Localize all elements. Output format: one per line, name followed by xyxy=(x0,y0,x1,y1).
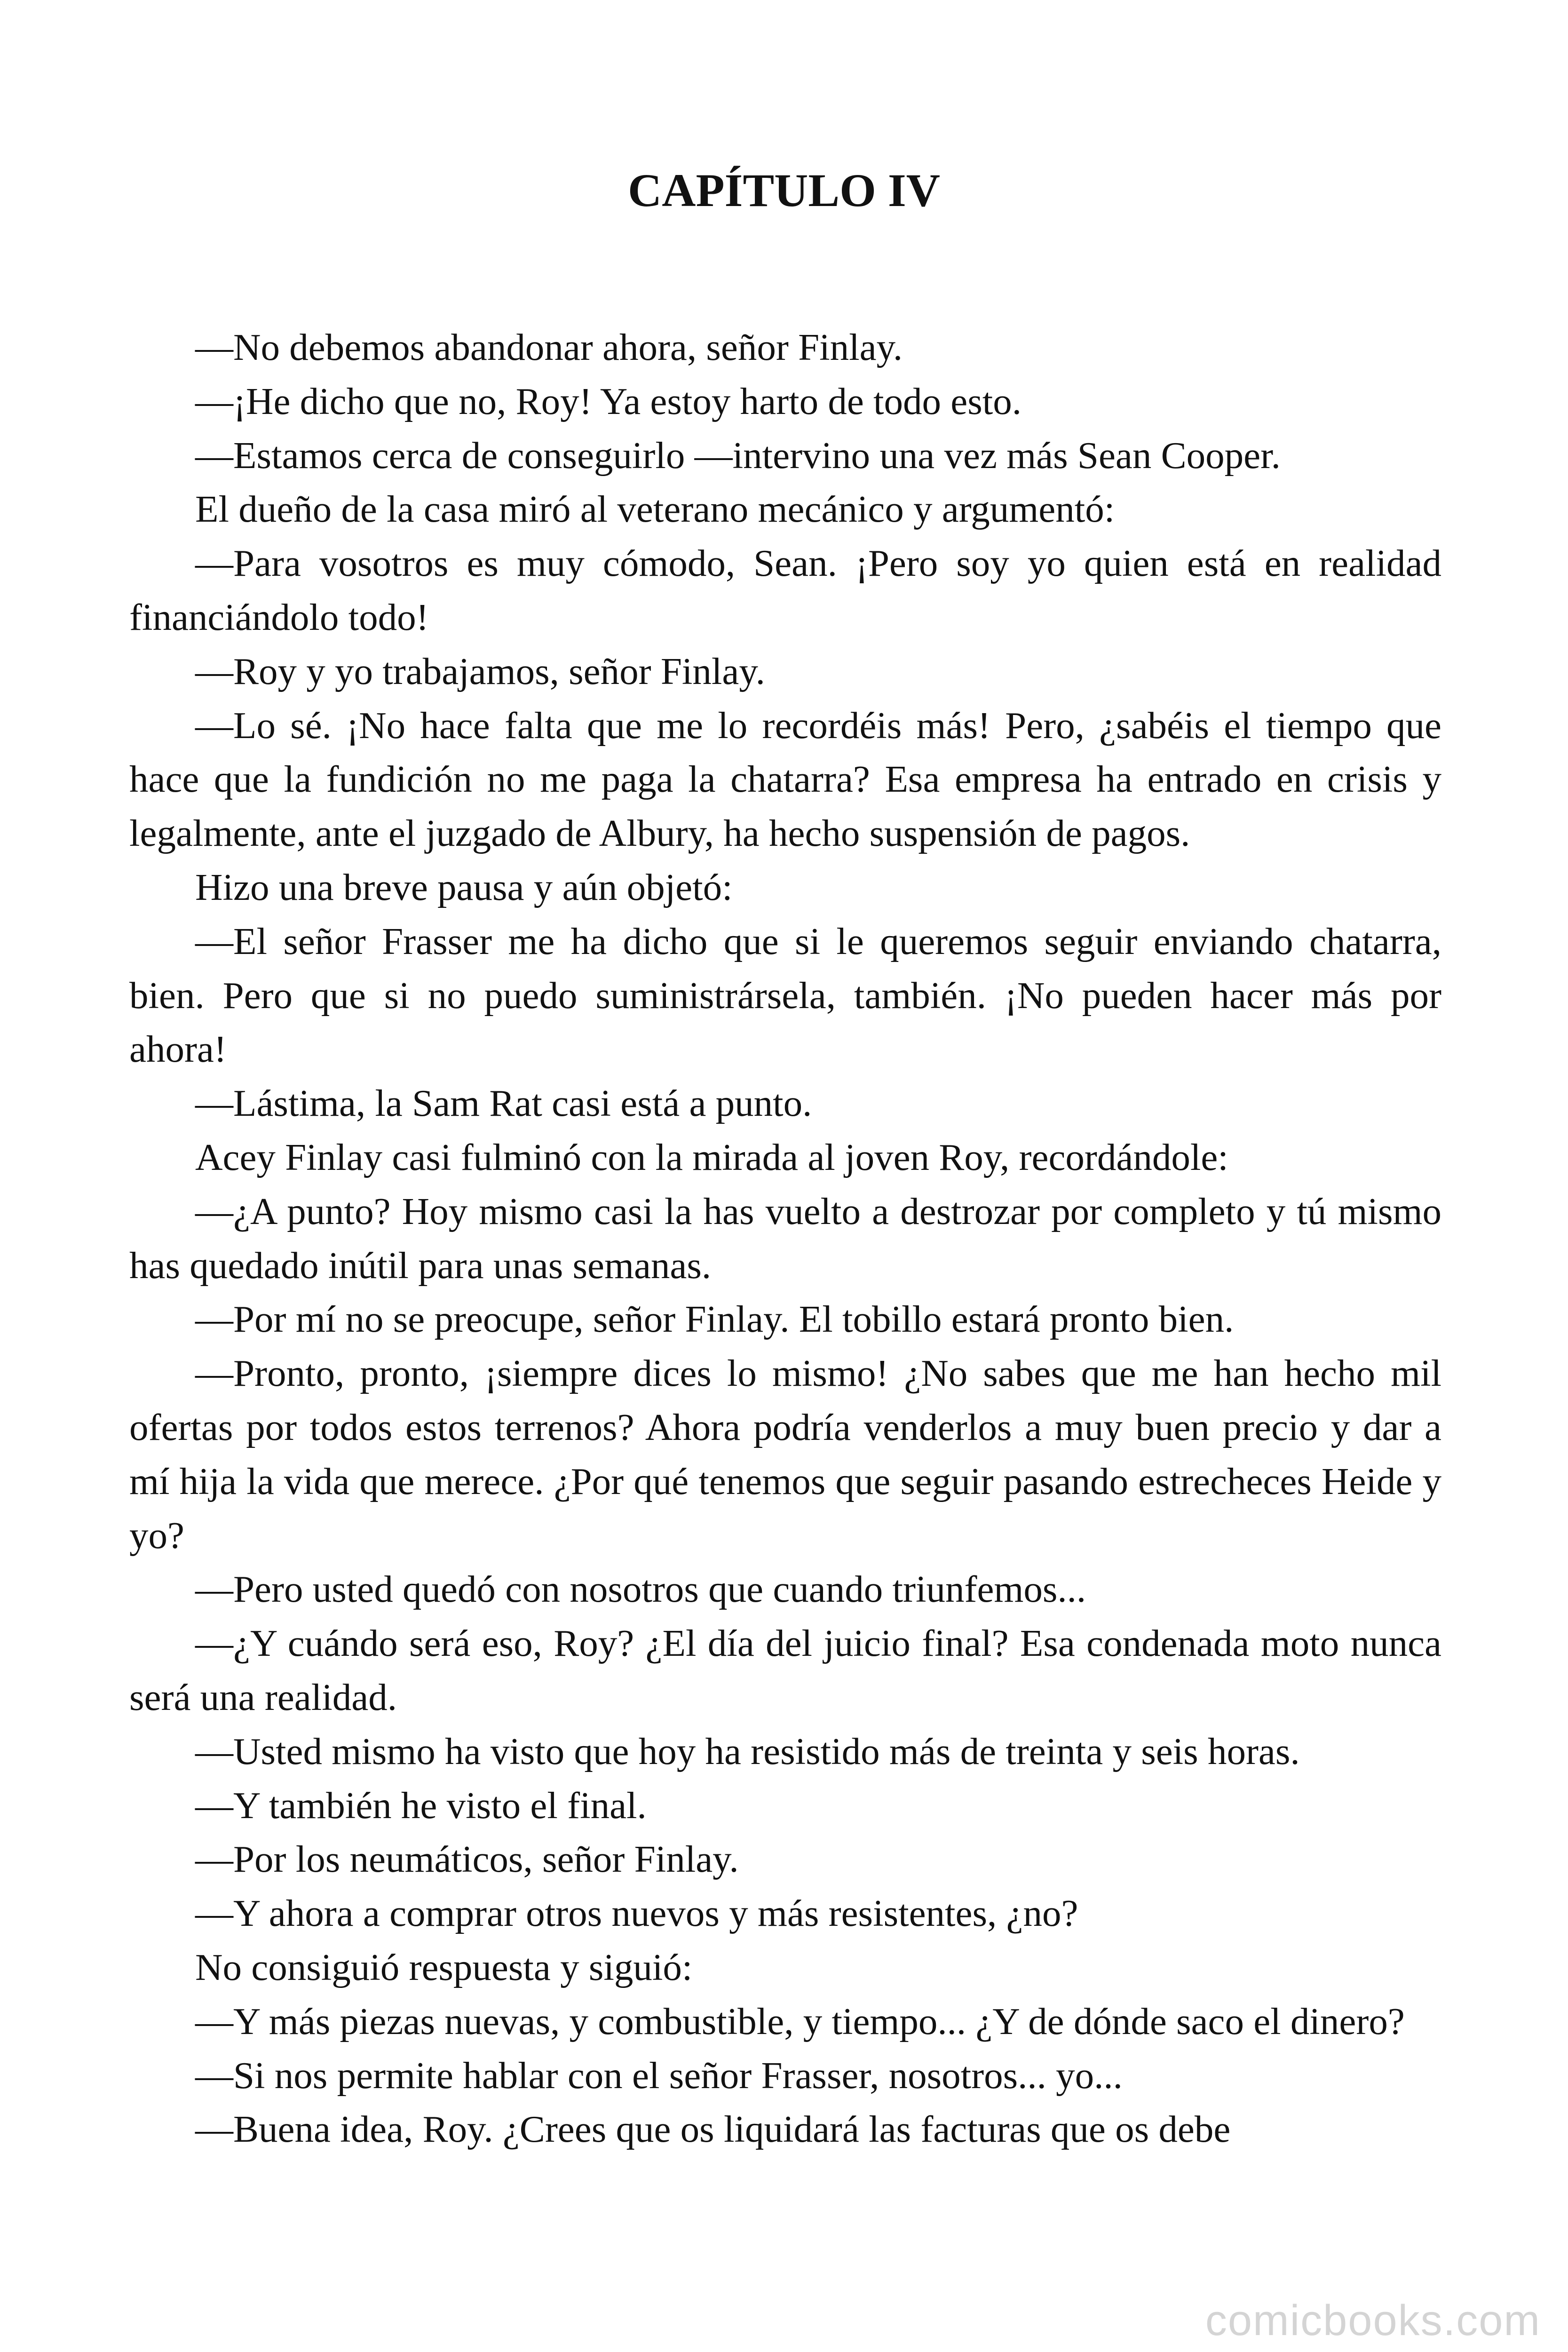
paragraph: —Por los neumáticos, señor Finlay. xyxy=(195,1838,739,1881)
paragraph: —Y ahora a comprar otros nuevos y más resistentes, ¿no? xyxy=(195,1892,1078,1935)
paragraph: —Si nos permite hablar con el señor Frasser, nosotros... yo... xyxy=(195,2054,1123,2097)
paragraph: —Lástima, la Sam Rat casi está a punto. xyxy=(195,1082,812,1125)
paragraph: —Por mí no se preocupe, señor Finlay. El tobillo estará pronto bien. xyxy=(195,1298,1234,1341)
paragraph: —¿A punto? Hoy mismo casi la has vuelto a destrozar por completo y tú mismo has quedado inútil para unas semanas. xyxy=(129,1190,1441,1287)
paragraph: No consiguió respuesta y siguió: xyxy=(195,1946,693,1988)
paragraph: —Roy y yo trabajamos, señor Finlay. xyxy=(195,650,765,692)
paragraph: —Para vosotros es muy cómodo, Sean. ¡Pero soy yo quien está en realidad financiándolo todo! xyxy=(129,542,1441,638)
paragraph: —Pronto, pronto, ¡siempre dices lo mismo! ¿No sabes que me han hecho mil ofertas por todos estos terrenos? Ahora podría venderlos a muy buen precio y dar a mí hija la vida que merece. ¿Por qué tenemos que seguir pasando estrecheces Heide y yo? xyxy=(129,1352,1441,1557)
paragraph: —Y más piezas nuevas, y combustible, y tiempo... ¿Y de dónde saco el dinero? xyxy=(195,2000,1405,2042)
paragraph: Hizo una breve pausa y aún objetó: xyxy=(195,866,733,908)
paragraph: —No debemos abandonar ahora, señor Finlay. xyxy=(195,326,903,368)
paragraph: —Estamos cerca de conseguirlo —intervino una vez más Sean Cooper. xyxy=(195,434,1281,477)
chapter-title: CAPÍTULO IV xyxy=(628,164,940,216)
paragraph: El dueño de la casa miró al veterano mecánico y argumentó: xyxy=(195,488,1115,531)
watermark: comicbooks.com xyxy=(1205,2296,1541,2344)
paragraph: Acey Finlay casi fulminó con la mirada al joven Roy, recordándole: xyxy=(195,1136,1228,1178)
paragraph: —¡He dicho que no, Roy! Ya estoy harto de todo esto. xyxy=(195,380,1022,422)
body-text xyxy=(129,320,1441,2156)
paragraph: —Lo sé. ¡No hace falta que me lo recordéis más! Pero, ¿sabéis el tiempo que hace que la fundición no me paga la chatarra? Esa empresa ha entrado en crisis y legalmente, ante el juzgado de Albury, ha hecho suspensión de pagos. xyxy=(129,704,1441,855)
paragraph: —Buena idea, Roy. ¿Crees que os liquidará las facturas que os debe xyxy=(195,2108,1231,2151)
paragraph: —Usted mismo ha visto que hoy ha resistido más de treinta y seis horas. xyxy=(195,1730,1300,1772)
paragraph: —Pero usted quedó con nosotros que cuando triunfemos... xyxy=(195,1568,1086,1611)
paragraph: —¿Y cuándo será eso, Roy? ¿El día del juicio final? Esa condenada moto nunca será una realidad. xyxy=(129,1622,1441,1718)
paragraph: —El señor Frasser me ha dicho que si le queremos seguir enviando chatarra, bien. Pero que si no puedo suministrársela, también. ¡No pueden hacer más por ahora! xyxy=(129,920,1441,1071)
paragraph: —Y también he visto el final. xyxy=(195,1784,647,1827)
